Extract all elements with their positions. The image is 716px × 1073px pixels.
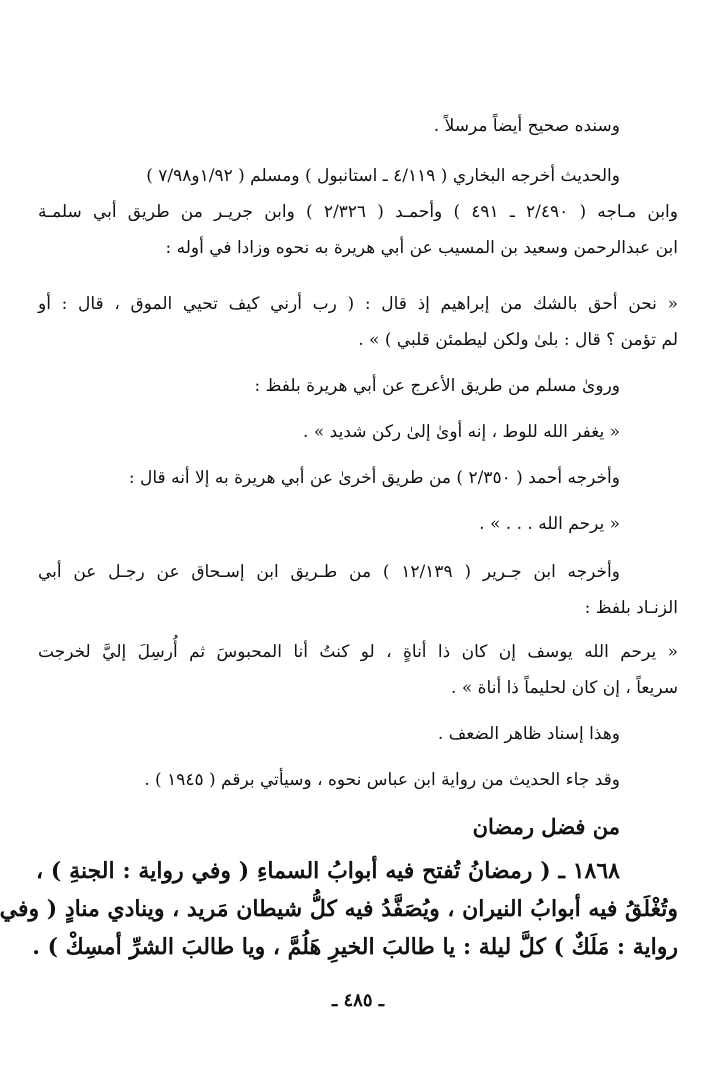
text-line-12: الزنـاد بلفظ :	[584, 598, 678, 618]
text-line-16: وقد جاء الحديث من رواية ابن عباس نحوه ، وسيأتي برقم ( ١٩٤٥ ) .	[144, 770, 620, 790]
text-line-10: « يرحم الله . . . » .	[479, 514, 620, 534]
text-line-1: وسنده صحيح أيضاً مرسلاً .	[433, 116, 620, 136]
section-heading: من فضل رمضان	[472, 814, 620, 839]
text-line-3: وابن مـاجه ( ٢/٤٩٠ ـ ٤٩١ ) وأحمـد ( ٢/٣٢٦ ) وابن جريـر من طريق أبي سلمـة	[38, 202, 678, 222]
text-line-7: وروىٰ مسلم من طريق الأعرج عن أبي هريرة بلفظ :	[254, 376, 620, 396]
text-line-13: « يرحم الله يوسف إن كان ذا أناةٍ ، لو كنتُ أنا المحبوسَ ثم أُرسِلَ إليَّ لخرجت	[38, 642, 678, 662]
text-line-9: وأخرجه أحمد ( ٢/٣٥٠ ) من طريق أخرىٰ عن أبي هريرة به إلا أنه قال :	[128, 468, 620, 488]
text-line-14: سريعاً ، إن كان لحليماً ذا أناة » .	[451, 678, 678, 698]
text-line-6: لم تؤمن ؟ قال : بلىٰ ولكن ليطمئن قلبي ) » .	[358, 330, 678, 350]
hadith-line-2: وتُغْلَقُ فيه أبوابُ النيران ، ويُصَفَّدُ فيه كلُّ شيطان مَريد ، وينادي منادٍ ( وفي	[0, 896, 678, 922]
text-line-2: والحديث أخرجه البخاري ( ٤/١١٩ ـ استانبول ) ومسلم ( ١/٩٢و٧/٩٨ )	[146, 166, 620, 186]
text-line-11: وأخرجه ابن جـرير ( ١٢/١٣٩ ) من طـريق ابن إسـحاق عن رجـل عن أبي	[38, 562, 620, 582]
page-number: ـ ٤٨٥ ـ	[331, 990, 385, 1011]
text-line-8: « يغفر الله للوط ، إنه أوىٰ إلىٰ ركن شديد » .	[303, 422, 620, 442]
hadith-line-3: رواية : مَلَكٌ ) كلَّ ليلة : يا طالبَ الخيرِ هَلُمَّ ، ويا طالبَ الشرِّ أمسِكْ ) .	[32, 934, 678, 960]
text-line-4: ابن عبدالرحمن وسعيد بن المسيب عن أبي هريرة به نحوه وزادا في أوله :	[165, 238, 678, 258]
hadith-line-1: ١٨٦٨ ـ ( رمضانُ تُفتح فيه أبوابُ السماءِ ( وفي رواية : الجنةِ ) ،	[36, 858, 620, 884]
text-line-5: « نحن أحق بالشك من إبراهيم إذ قال : ( رب أرني كيف تحيي الموق ، قال : أو	[38, 294, 678, 314]
text-line-15: وهذا إسناد ظاهر الضعف .	[437, 724, 620, 744]
